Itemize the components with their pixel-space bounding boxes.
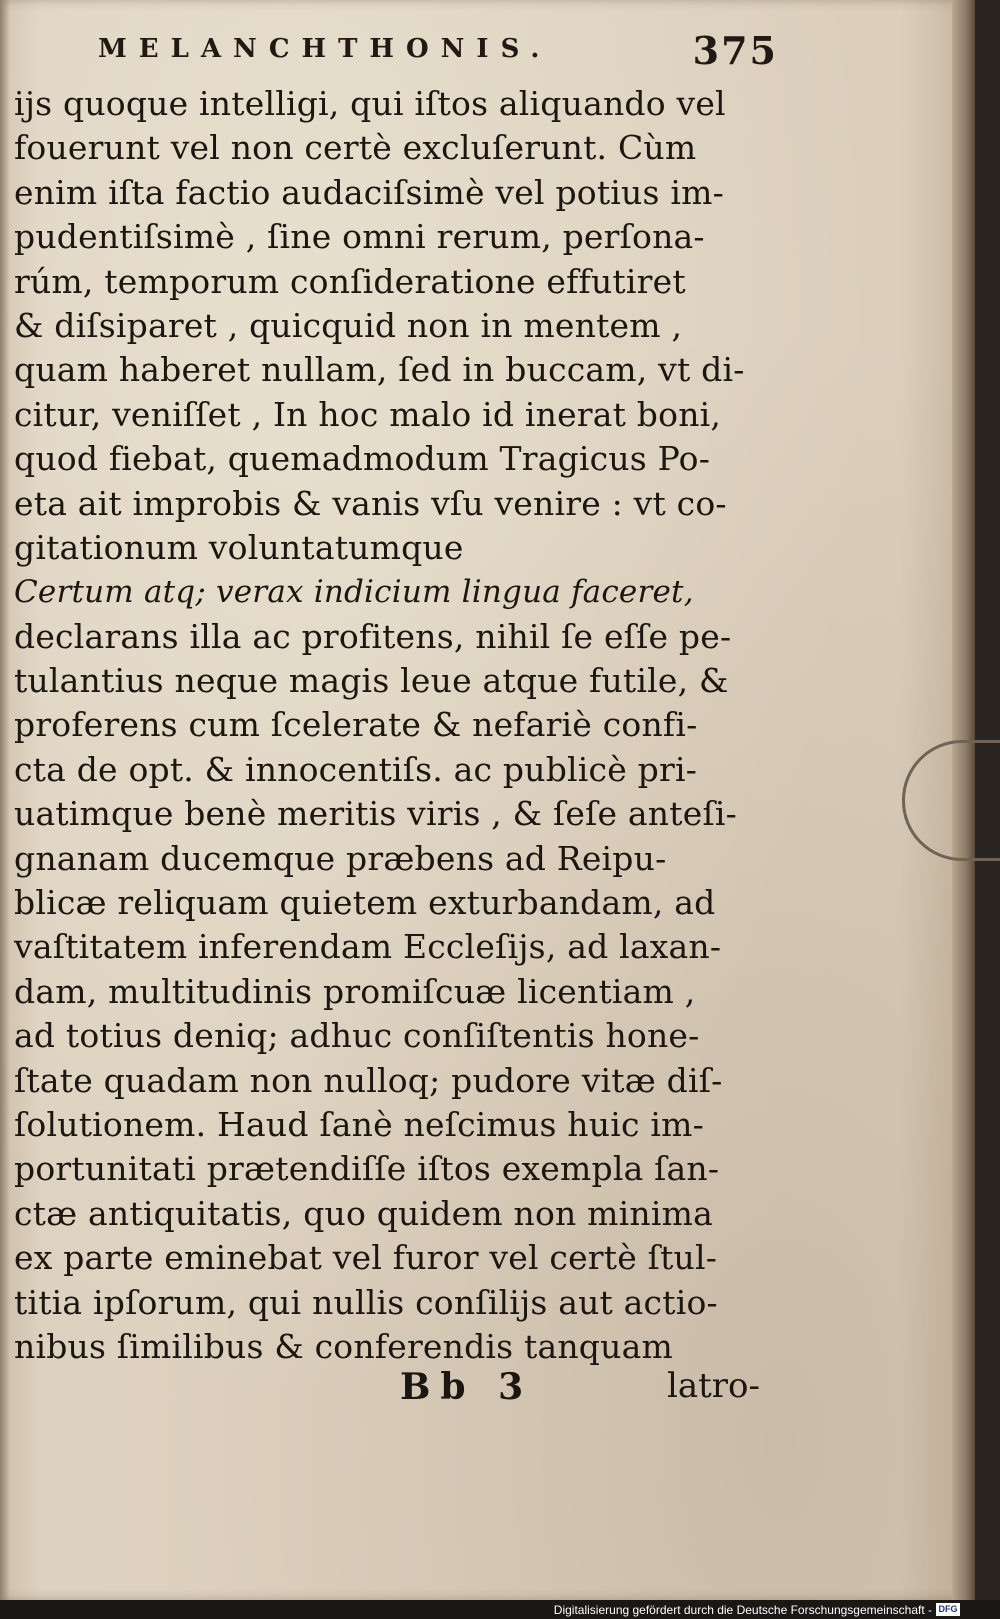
text-line: rúm, temporum conſideratione effutiret [14,261,686,301]
body-text [14,82,774,1369]
text-line: nibus ſimilibus & conferendis tanquam [14,1326,673,1366]
text-line: ijs quoque intelligi, qui iſtos aliquando vel [14,84,726,123]
text-line: Certum atq; verax indicium lingua faceret, [14,574,694,611]
text-line: ex parte eminebat vel furor vel certè ſtul- [14,1238,718,1278]
text-line: & diſsiparet , quicquid non in mentem , [14,305,683,345]
text-line: uatimque benè meritis viris , & ſeſe anteſi- [14,794,737,834]
running-head: MELANCHTHONIS. [98,34,552,64]
text-line: declarans illa ac profitens, nihil ſe eſſe pe- [14,616,732,656]
text-line: pudentiſsimè , ſine omni rerum, perſona- [14,217,705,257]
dfg-logo: DFG [936,1603,960,1616]
text-line: cta de opt. & innocentiſs. ac publicè pri- [14,749,698,789]
catchword: latro- [666,1366,760,1406]
text-line: portunitati prætendiſſe iſtos exempla ſan- [14,1149,720,1189]
text-line: vaſtitatem inferendam Eccleſijs, ad laxan- [14,927,722,967]
page-footer [400,1366,760,1416]
text-line: proferens cum ſcelerate & nefariè confi- [14,705,698,745]
text-line: blicæ reliquam quietem exturbandam, ad [14,883,716,923]
text-line: quam haberet nullam, ſed in buccam, vt di- [14,350,745,390]
text-line: citur, veniſſet , In hoc malo id inerat boni, [14,394,722,434]
text-line: ctæ antiquitatis, quo quidem non minima [14,1193,713,1233]
text-line: ſolutionem. Haud ſanè neſcimus huic im- [14,1104,704,1144]
text-line: dam, multitudinis promiſcuæ licentiam , [14,971,696,1011]
text-line: tulantius neque magis leue atque futile, & [14,661,729,701]
signature-mark: Bb 3 [400,1366,534,1408]
page-header [98,28,778,84]
page-gutter-shadow [0,0,10,1600]
text-line: quod fiebat, quemadmodum Tragicus Po- [14,439,711,479]
text-line: gitationum voluntatumque [14,527,464,567]
text-line: fouerunt vel non certè excluſerunt. Cùm [14,128,697,168]
page-number: 375 [692,28,778,73]
text-line: gnanam ducemque præbens ad Reipu- [14,838,667,878]
text-line: ad totius deniq; adhuc conſiſtentis hone- [14,1016,700,1056]
text-line: enim iſta factio audaciſsimè vel potius im- [14,172,724,212]
text-line: titia ipſorum, qui nullis conſilijs aut actio- [14,1282,718,1322]
text-line: ſtate quadam non nulloq; pudore vitæ diſ- [14,1060,723,1100]
text-line: eta ait improbis & vanis vſu venire : vt co- [14,483,727,523]
page-clip [902,740,1000,861]
funding-credit: Digitalisierung gefördert durch die Deutsche Forschungsgemeinschaft - [553,1603,932,1617]
